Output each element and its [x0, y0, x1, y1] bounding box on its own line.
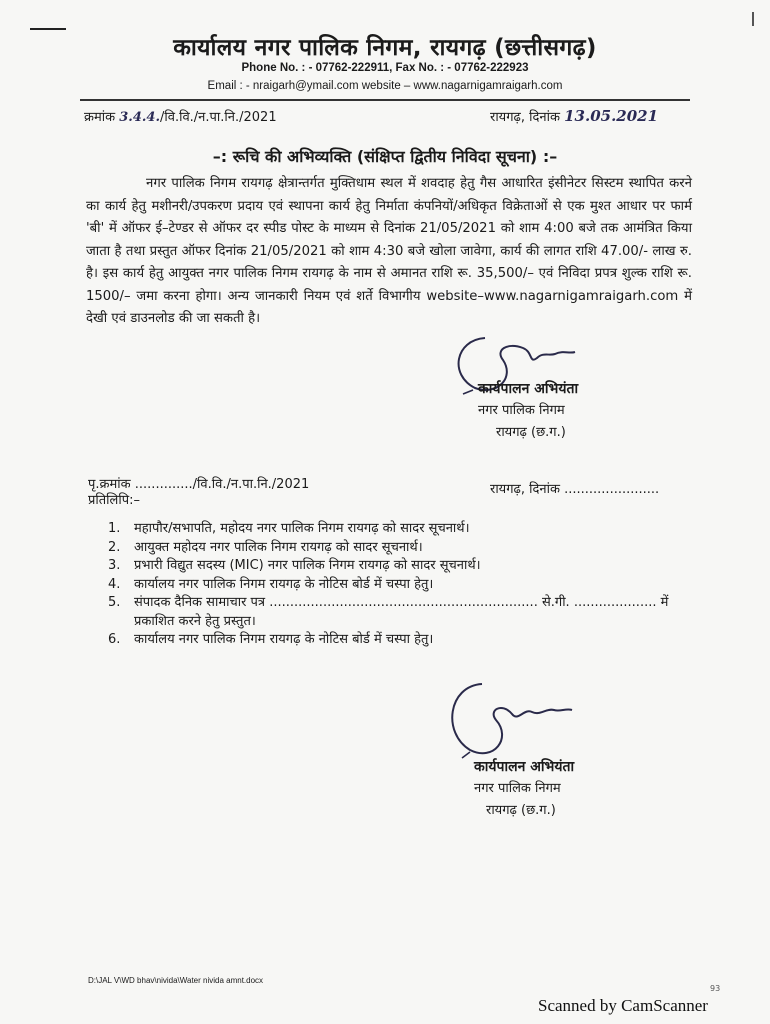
- reference-date: [490, 107, 658, 125]
- notice-body: [86, 173, 692, 331]
- reference-handwritten-number: 3.4.4.: [119, 110, 160, 125]
- signature-1-place: रायगढ़ (छ.ग.): [496, 425, 566, 440]
- signature-1-designation: कार्यपालन अभियंता: [478, 381, 579, 397]
- list-item: 2. आयुक्त महोदय नगर पालिक निगम रायगढ़ को सादर सूचनार्थ।: [108, 539, 423, 555]
- phone-line: Phone No. : - 07762-222911, Fax No. : - 07762-222923: [241, 62, 529, 74]
- date-label: रायगढ़, दिनांक: [490, 110, 560, 125]
- list-item: 5. संपादक दैनिक सामाचार पत्र ................................................................. से.गी. .................... में प्रकाशित करने हेतु प्रस्तुत।: [108, 595, 669, 629]
- list-item: 6. कार्यालय नगर पालिक निगम रायगढ़ के नोटिस बोर्ड में चस्पा हेतु।: [108, 632, 434, 647]
- signature-1-org: नगर पालिक निगम: [478, 403, 565, 418]
- copy-ref-suffix: /वि.वि./न.पा.नि./2021: [192, 477, 310, 492]
- list-item: 3. प्रभारी विद्युत सदस्य (MIC) नगर पालिक निगम रायगढ़ को सादर सूचनार्थ।: [108, 558, 481, 573]
- copy-date-label: रायगढ़, दिनांक: [490, 482, 560, 497]
- scanner-watermark: Scanned by CamScanner: [538, 996, 708, 1015]
- file-path: D:\JAL V\WD bhav\nivida\Water nivida amnt.docx: [88, 976, 264, 985]
- signature-1: [478, 378, 578, 444]
- reference-number: [84, 107, 277, 125]
- email-line: Email : - nraigarh@ymail.com website – www.nagarnigamraigarh.com: [207, 80, 563, 92]
- reference-suffix: /वि.वि./न.पा.नि./2021: [159, 110, 277, 125]
- signature-2-org: नगर पालिक निगम: [474, 781, 561, 796]
- list-item: 1. महापौर/सभापति, महोदय नगर पालिक निगम रायगढ़ को सादर सूचनार्थ।: [108, 521, 470, 536]
- signature-2-scribble: [440, 678, 580, 763]
- signature-2-designation: कार्यपालन अभियंता: [474, 759, 575, 775]
- list-item: 4. कार्यालय नगर पालिक निगम रायगढ़ के नोटिस बोर्ड में चस्पा हेतु।: [108, 576, 434, 592]
- copy-ref-label: पृ.क्रमांक: [88, 477, 131, 492]
- date-handwritten: 13.05.2021: [564, 107, 659, 125]
- margin-mark: [752, 12, 754, 26]
- body-paragraph: नगर पालिक निगम रायगढ़ क्षेत्रान्तर्गत मुक्तिधाम स्थल में शवदाह हेतु गैस आधारित इंसीनेटर सिस्टम स्थापित करने का कार्य हेतु मशीनरी/उपकरण प्रदाय एवं स्थापना कार्य हेतु निर्माता कंपनियों/अधिकृत विक्रेताओं से एक मुश्त आधार पर फार्म 'बी' में ऑफर ई–टेण्डर से ऑफर दर स्पीड पोस्ट के माध्यम से दिनांक 21/05/2021 को शाम 4:00 बजे तक आमंत्रित किया जाता है तथा प्रस्तुत ऑफर दिनांक 21/05/2021 को शाम 4:30 बजे खोला जावेगा, कार्य की लागत राशि 47.00/- लाख रु. है। इस कार्य हेतु आयुक्त नगर पालिक निगम रायगढ़ के नाम से अमानत राशि रू. 35,500/– एवं निविदा प्रपत्र शुल्क राशि रू. 1500/– जमा करना होगा। अन्य जानकारी नियम एवं शर्ते विभागीय website–www.nagarnigamraigarh.com में देखी एवं डाउनलोड की जा सकती है।: [86, 176, 692, 326]
- copy-to-label: प्रतिलिपि:–: [88, 493, 140, 508]
- copy-list: [108, 520, 688, 650]
- copy-date-dots: .......................: [564, 482, 660, 497]
- signature-2: [474, 756, 574, 822]
- signature-2-place: रायगढ़ (छ.ग.): [486, 803, 556, 818]
- notice-title: –: रूचि की अभिव्यक्ति (संक्षिप्त द्वितीय निविदा सूचना) :–: [212, 147, 558, 166]
- reference-label: क्रमांक: [84, 110, 116, 125]
- office-title: कार्यालय नगर पालिक निगम, रायगढ़ (छत्तीसगढ़): [173, 35, 597, 61]
- copy-date: [490, 479, 659, 497]
- header-divider: [80, 99, 690, 101]
- copy-ref-dots: ..............: [134, 477, 193, 492]
- page-mark: 93: [710, 984, 721, 993]
